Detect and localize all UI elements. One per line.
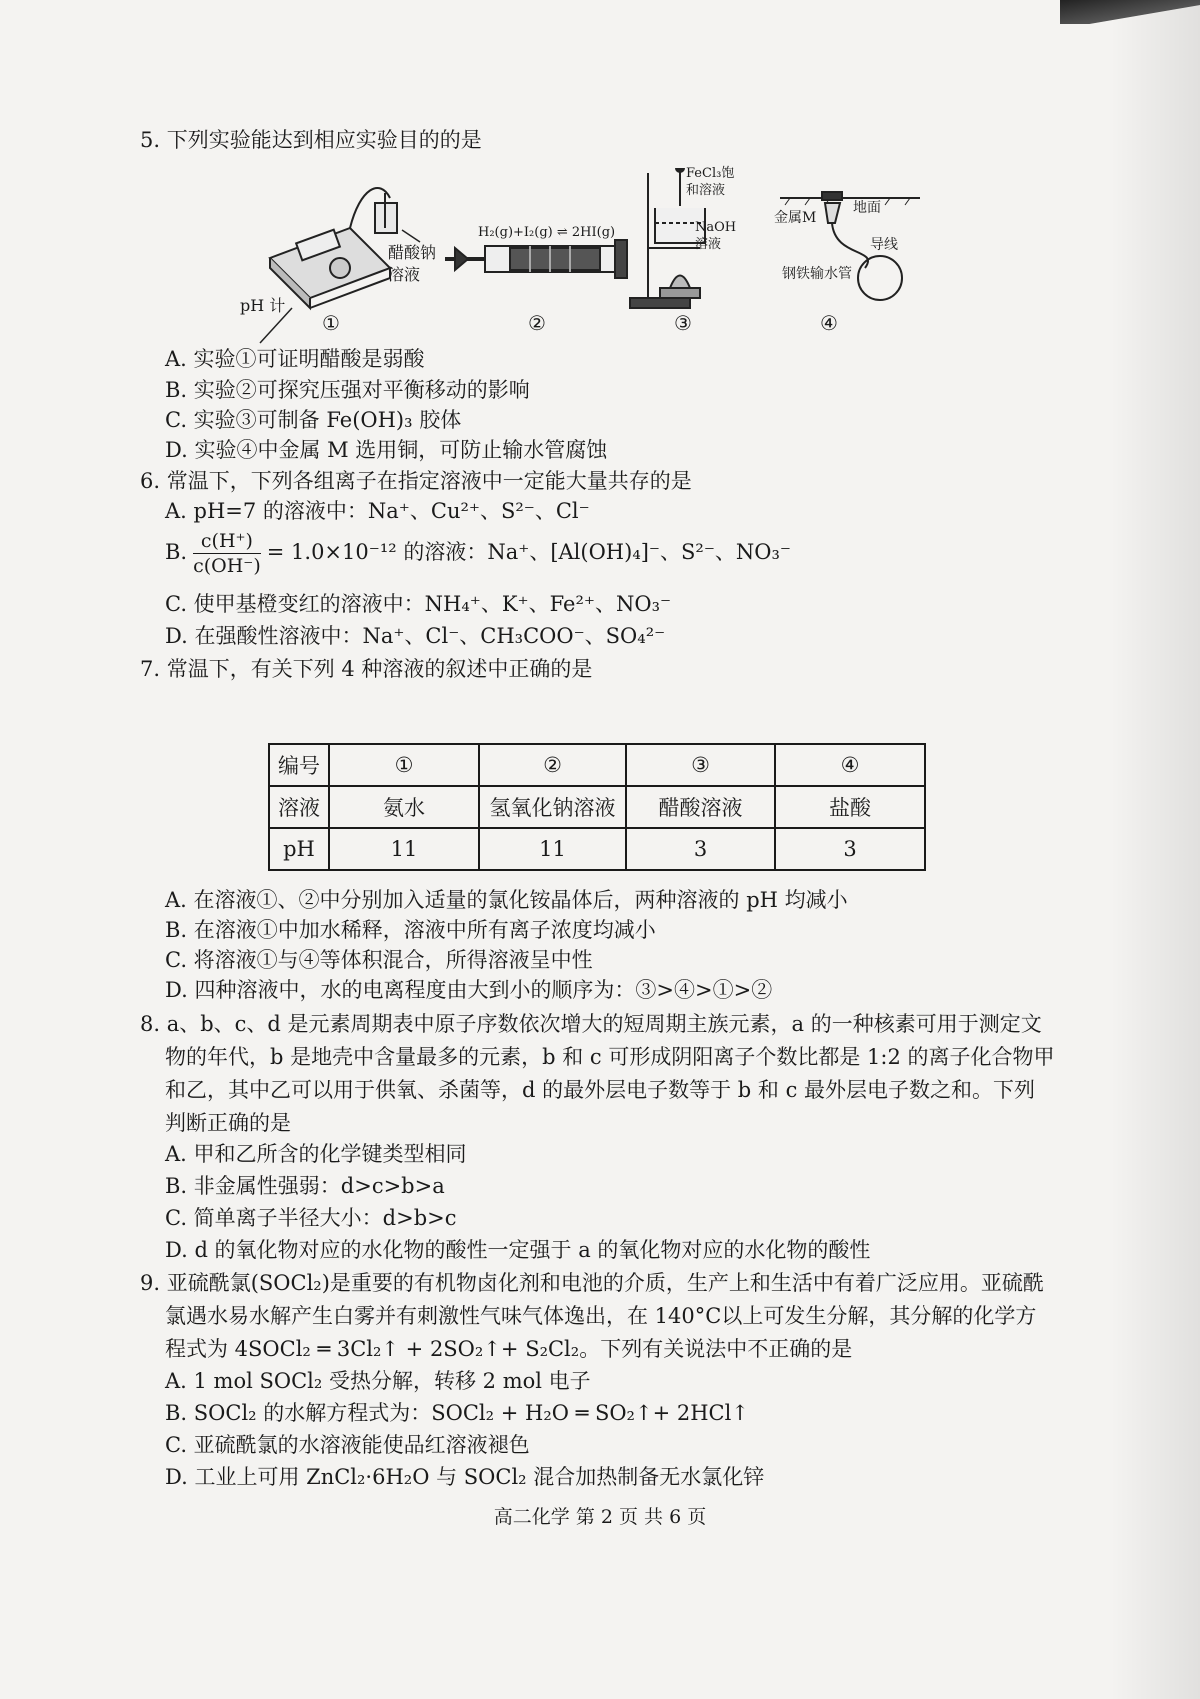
table-cell: 氢氧化钠溶液 [479,786,626,828]
fig4-label-metal-m: 金属M [774,210,817,226]
q7-stem: 7. 常温下，有关下列 4 种溶液的叙述中正确的是 [140,657,593,681]
q8-option-a: A. 甲和乙所含的化学键类型相同 [165,1142,467,1166]
q5-option-b: B. 实验②可探究压强对平衡移动的影响 [165,378,530,402]
q6-option-c: C. 使甲基橙变红的溶液中：NH₄⁺、K⁺、Fe²⁺、NO₃⁻ [165,592,672,616]
table-row [269,786,925,828]
fig2-equation: H₂(g)+I₂(g) ⇌ 2HI(g) [478,225,616,240]
table-cell: 11 [329,828,479,870]
fig3-label-saturated: 和溶液 [686,183,726,198]
q8-stem-line-3: 和乙，其中乙可以用于供氧、杀菌等，d 的最外层电子数等于 b 和 c 最外层电子数之和。下列 [165,1078,1036,1102]
fig-number-2: ② [528,311,546,335]
q6-option-b-rest: = 1.0×10⁻¹² 的溶液：Na⁺、[Al(OH)₄]⁻、S²⁻、NO₃⁻ [266,540,791,564]
q5-option-c: C. 实验③可制备 Fe(OH)₃ 胶体 [165,408,462,432]
q8-option-b: B. 非金属性强弱：d>c>b>a [165,1174,445,1198]
q8-stem-line-4: 判断正确的是 [165,1111,291,1135]
table-cell: 3 [775,828,925,870]
solutions-table [268,743,926,871]
q8-stem-line-2: 物的年代，b 是地壳中含量最多的元素，b 和 c 可形成阴阳离子个数比都是 1:2 的离子化合物甲 [165,1045,1055,1069]
q9-stem-line-1: 9. 亚硫酰氯(SOCl₂)是重要的有机物卤化剂和电池的介质，生产上和生活中有着广泛应用。亚硫酰 [140,1271,1044,1295]
fig1-label-sodium-acetate: 醋酸钠 [388,243,437,262]
q5-option-d: D. 实验④中金属 M 选用铜，可防止输水管腐蚀 [165,438,608,462]
fig3-label-solution: 溶液 [695,237,722,252]
q9-option-a: A. 1 mol SOCl₂ 受热分解，转移 2 mol 电子 [165,1369,591,1393]
fig1-label-ph-meter: pH 计 [240,296,286,315]
table-cell: 氨水 [329,786,479,828]
fig3-label-fecl3: FeCl₃饱 [686,166,735,181]
table-cell: ③ [626,744,775,786]
q6-option-a: A. pH=7 的溶液中：Na⁺、Cu²⁺、S²⁻、Cl⁻ [165,499,590,523]
fig4-label-wire: 导线 [870,237,898,253]
table-cell: ④ [775,744,925,786]
q8-option-c: C. 简单离子半径大小：d>b>c [165,1206,457,1230]
q6-stem: 6. 常温下，下列各组离子在指定溶液中一定能大量共存的是 [140,469,692,493]
fraction-numerator: c(H⁺) [193,529,261,554]
table-row [269,828,925,870]
q9-option-d: D. 工业上可用 ZnCl₂·6H₂O 与 SOCl₂ 混合加热制备无水氯化锌 [165,1465,765,1489]
fig-number-4: ④ [820,311,838,335]
fig-number-1: ① [322,311,340,335]
q8-option-d: D. d 的氧化物对应的水化物的酸性一定强于 a 的氧化物对应的水化物的酸性 [165,1238,871,1262]
q6-option-b-fraction [193,529,261,578]
fraction-denominator: c(OH⁻) [193,555,261,577]
q9-option-c: C. 亚硫酰氯的水溶液能使品红溶液褪色 [165,1433,530,1457]
table-cell: pH [269,828,329,870]
page-corner-shadow [1060,0,1200,24]
fig4-label-pipe: 钢铁输水管 [782,266,852,282]
q6-option-d: D. 在强酸性溶液中：Na⁺、Cl⁻、CH₃COO⁻、SO₄²⁻ [165,624,666,648]
q7-option-a: A. 在溶液①、②中分别加入适量的氯化铵晶体后，两种溶液的 pH 均减小 [165,888,848,912]
fig3-label-naoh: NaOH [695,220,737,235]
q9-stem-line-3: 程式为 4SOCl₂ ═ 3Cl₂↑ + 2SO₂↑+ S₂Cl₂。下列有关说法中不正确的是 [165,1337,853,1361]
table-cell: 醋酸溶液 [626,786,775,828]
q6-option-b [165,526,791,578]
fig1-label-solution: 溶液 [388,265,421,284]
page-footer: 高二化学 第 2 页 共 6 页 [493,1506,707,1528]
table-row [269,744,925,786]
fig-number-3: ③ [674,311,692,335]
q7-option-d: D. 四种溶液中，水的电离程度由大到小的顺序为：③>④>①>② [165,978,773,1002]
q6-option-b-letter: B. [165,540,188,564]
q9-option-b: B. SOCl₂ 的水解方程式为：SOCl₂ + H₂O ═ SO₂↑+ 2HCl↑ [165,1401,749,1425]
table-cell: 盐酸 [775,786,925,828]
table-cell: 溶液 [269,786,329,828]
q5-stem: 5. 下列实验能达到相应实验目的的是 [140,128,482,152]
syringe-figure [445,240,627,278]
q8-stem-line-1: 8. a、b、c、d 是元素周期表中原子序数依次增大的短周期主族元素，a 的一种核素可用于测定文 [140,1012,1042,1036]
q5-option-a: A. 实验①可证明醋酸是弱酸 [165,347,425,371]
q7-option-b: B. 在溶液①中加水稀释，溶液中所有离子浓度均减小 [165,918,656,942]
q5-figures [230,168,990,358]
table-cell: 3 [626,828,775,870]
q9-stem-line-2: 氯遇水易水解产生白雾并有刺激性气味气体逸出，在 140°C以上可发生分解，其分解的化学方 [165,1304,1037,1328]
page-edge-shadow [1110,0,1200,1699]
table-cell: ② [479,744,626,786]
fig4-label-ground: 地面 [853,200,881,216]
table-cell: ① [329,744,479,786]
q7-option-c: C. 将溶液①与④等体积混合，所得溶液呈中性 [165,948,593,972]
table-cell: 编号 [269,744,329,786]
table-cell: 11 [479,828,626,870]
